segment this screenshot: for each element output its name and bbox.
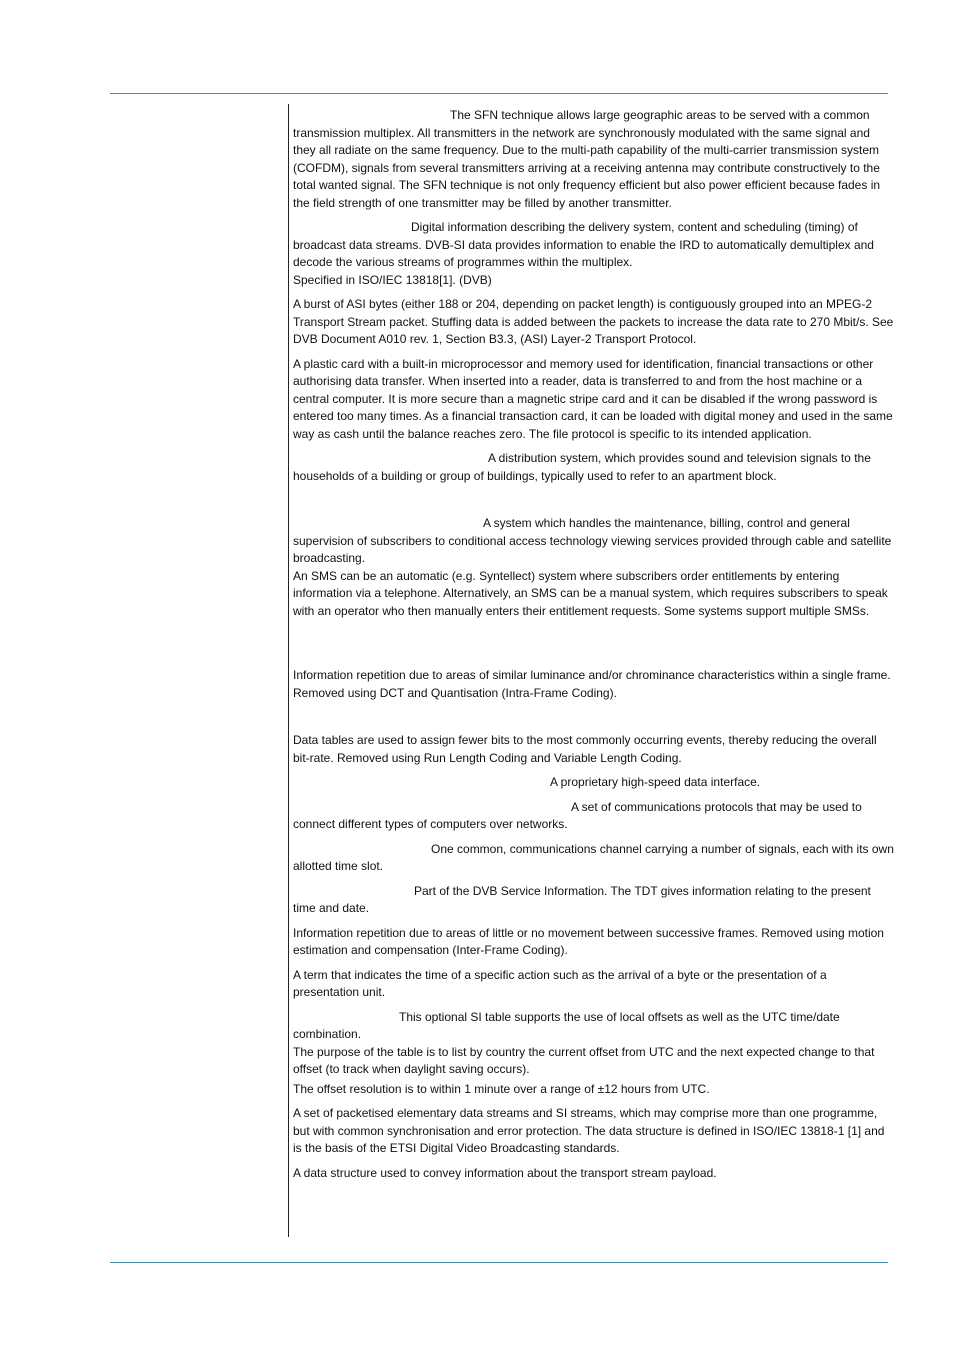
entry-text: The SFN technique allows large geographic areas to be served with a common transmission multiplex. All transmitters in the network are synchronously modulated with the same signal and they all radiate on the same frequency. Due to the multi-path capability of the multi-carrier transmission system (COFDM), signals from several transmitters arriving at a receiving antenna may contribute constructively to the total wanted signal. The SFN technique is not only frequency efficient but also power efficient because fades in the field strength of one transmitter may be filled by another transmitter. (293, 108, 881, 210)
entry-text: One common, communications channel carrying a number of signals, each with its own allotted time slot. (293, 841, 894, 873)
entry-text: The purpose of the table is to list by country the current offset from UTC and the next expected change to that offset (to track when daylight saving occurs). (293, 1044, 875, 1076)
entry-text: Part of the DVB Service Information. The TDT gives information relating to the present time and date. (293, 883, 871, 915)
entry-text: A set of packetised elementary data streams and SI streams, which may comprise more than one programme, but with common synchronisation and error protection. The data structure is defined in ISO/IEC 13818-1 [1] and is the basis of the ETSI Digital Video Broadcasting standards. (293, 1106, 885, 1155)
glossary-body (293, 107, 895, 1182)
entry-tdm (293, 841, 895, 876)
entry-text: Information repetition due to areas of little or no movement between successive frames. Removed using motion estimation and compensation (Inter-Frame Coding). (293, 925, 884, 957)
entry-text: A proprietary high-speed data interface. (550, 775, 761, 789)
entry-text: A plastic card with a built-in microprocessor and memory used for identification, financial transactions or other authorising data transfer. When inserted into a reader, data is transferred to and from the host machine or a central computer. It is more secure than a magnetic stripe card and it can be disabled if the wrong password is entered too many times. As a financial transaction card, it can be loaded with digital money and used in the same way as cash until the balance reaches zero. The file protocol is specific to its intended application. (293, 356, 893, 441)
entry-protocols (293, 799, 895, 834)
entry-smart-card (293, 356, 895, 444)
entry-text: A system which handles the maintenance, billing, control and general supervision of subscribers to conditional access technology viewing services provided through cable and satellite broadcasting. (293, 516, 892, 565)
entry-transport-stream (293, 1105, 895, 1158)
entry-sfn (293, 107, 895, 212)
entry-text: A set of communications protocols that may be used to connect different types of computers over networks. (293, 799, 862, 831)
entry-text: A burst of ASI bytes (either 188 or 204, depending on packet length) is contiguously grouped into an MPEG-2 Transport Stream packet. Stuffing data is added between the packets to increase the data rate to 270 Mbit/s. See DVB Document A010 rev. 1, Section B3.3, (ASI) Layer-2 Transport Protocol. (293, 297, 894, 346)
entry-smatv (293, 450, 895, 485)
entry-temporal-redundancy (293, 925, 895, 960)
entry-text: A term that indicates the time of a specific action such as the arrival of a byte or the presentation of a presentation unit. (293, 967, 827, 999)
header-rule (110, 93, 888, 94)
entry-spatial-redundancy (293, 667, 895, 702)
entry-data-interface (293, 774, 895, 792)
entry-text: This optional SI table supports the use of local offsets as well as the UTC time/date combination. (293, 1009, 840, 1041)
entry-text: A data structure used to convey information about the transport stream payload. (293, 1165, 717, 1180)
entry-tdt (293, 883, 895, 918)
entry-text: Data tables are used to assign fewer bits to the most commonly occurring events, thereby reducing the overall bit-rate. Removed using Run Length Coding and Variable Length Coding. (293, 733, 877, 765)
entry-statistical-redundancy (293, 732, 895, 767)
entry-text: The offset resolution is to within 1 minute over a range of ±12 hours from UTC. (293, 1081, 710, 1096)
entry-text: Digital information describing the delivery system, content and scheduling (timing) of broadcast data streams. DVB-SI data provides information to enable the IRD to automatically demultiplex and decode the various streams of programmes within the multiplex. (293, 220, 874, 269)
entry-text: Specified in ISO/IEC 13818[1]. (DVB) (293, 272, 492, 287)
entry-si (293, 219, 895, 289)
entry-text: An SMS can be an automatic (e.g. Syntellect) system where subscribers order entitlements by entering information via a telephone. Alternatively, an SMS can be a manual system, which requires subscribers to speak with an operator who then manually enters their entitlement requests. Some systems support multiple SMSs. (293, 568, 888, 618)
entry-time-stamp (293, 967, 895, 1002)
column-divider (288, 104, 289, 1237)
entry-slice (293, 296, 895, 349)
entry-text: Information repetition due to areas of similar luminance and/or chrominance characteristics within a single frame. Removed using DCT and Quantisation (Intra-Frame Coding). (293, 668, 891, 700)
entry-sms (293, 515, 895, 620)
entry-text: A distribution system, which provides sound and television signals to the households of a building or group of buildings, typically used to refer to an apartment block. (293, 451, 871, 483)
entry-ts-packet-header (293, 1165, 895, 1183)
entry-tot (293, 1009, 895, 1099)
footer-rule (110, 1262, 888, 1263)
